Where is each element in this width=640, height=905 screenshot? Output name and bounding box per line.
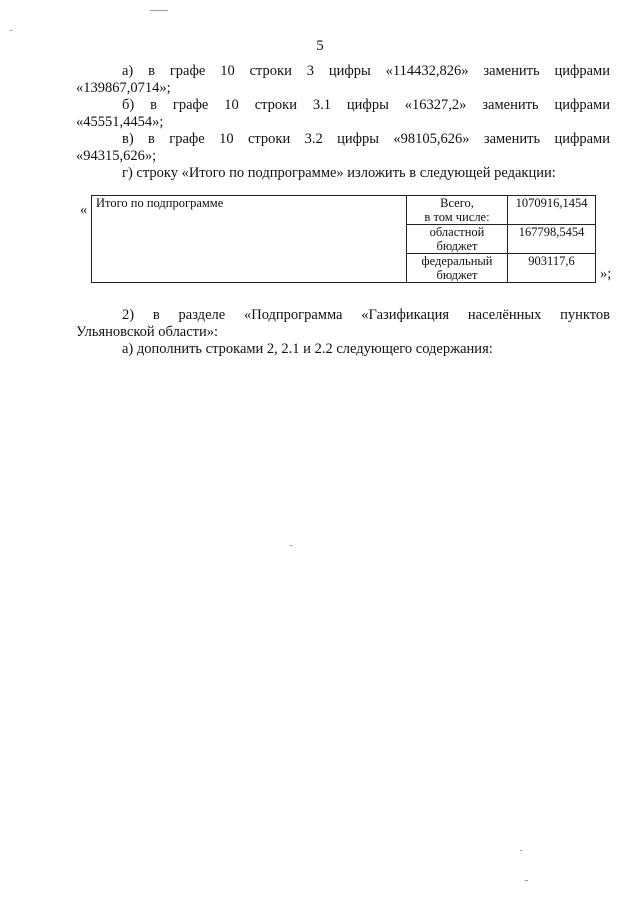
amendment-v-line1: в) в графе 10 строки 3.2 цифры «98105,626» заменить цифрами (122, 131, 610, 147)
amendment-a-line2: «139867,0714»; (76, 80, 171, 96)
kind-line2: в том числе: (424, 210, 490, 224)
kind-line1: Всего, (440, 196, 474, 210)
section-2-line3: а) дополнить строками 2, 2.1 и 2.2 следующего содержания: (122, 341, 493, 357)
kind-line2: бюджет (436, 239, 478, 253)
kind-cell (407, 196, 508, 225)
value-cell: 1070916,1454 (508, 196, 596, 225)
amendment-a-line1: а) в графе 10 строки 3 цифры «114432,826» заменить цифрами (122, 63, 610, 79)
amendment-b-line2: «45551,4454»; (76, 114, 164, 130)
kind-cell (407, 254, 508, 283)
amendment-b-line1: б) в графе 10 строки 3.1 цифры «16327,2» заменить цифрами (122, 97, 610, 113)
kind-line1: областной (429, 225, 485, 239)
amendment-a (76, 63, 610, 97)
kind-line2: бюджет (436, 268, 478, 282)
item-g-line: г) строку «Итого по подпрограмме» изложить в следующей редакции: (122, 165, 556, 181)
scan-speck (290, 545, 292, 546)
scan-speck (10, 30, 12, 31)
value-cell: 903117,6 (508, 254, 596, 283)
item-g (76, 165, 610, 182)
subprogram-total-label: Итого по подпрограмме (92, 196, 407, 283)
section-2-line1: 2) в разделе «Подпрограмма «Газификация населённых пунктов (122, 307, 610, 323)
scan-speck (520, 850, 522, 851)
page-number: 5 (316, 38, 324, 54)
subprogram-total-table (91, 195, 596, 283)
section-2-line2: Ульяновской области»: (76, 324, 219, 340)
amendment-b (76, 97, 610, 131)
section-2 (76, 307, 610, 358)
amendment-v (76, 131, 610, 165)
closing-quote: »; (600, 266, 612, 282)
table-row (92, 196, 596, 225)
scan-speck (150, 10, 168, 11)
opening-quote: « (80, 202, 88, 218)
amendment-v-line2: «94315,626»; (76, 148, 157, 164)
kind-cell (407, 225, 508, 254)
kind-line1: федеральный (421, 254, 493, 268)
value-cell: 167798,5454 (508, 225, 596, 254)
scan-speck (525, 880, 528, 881)
